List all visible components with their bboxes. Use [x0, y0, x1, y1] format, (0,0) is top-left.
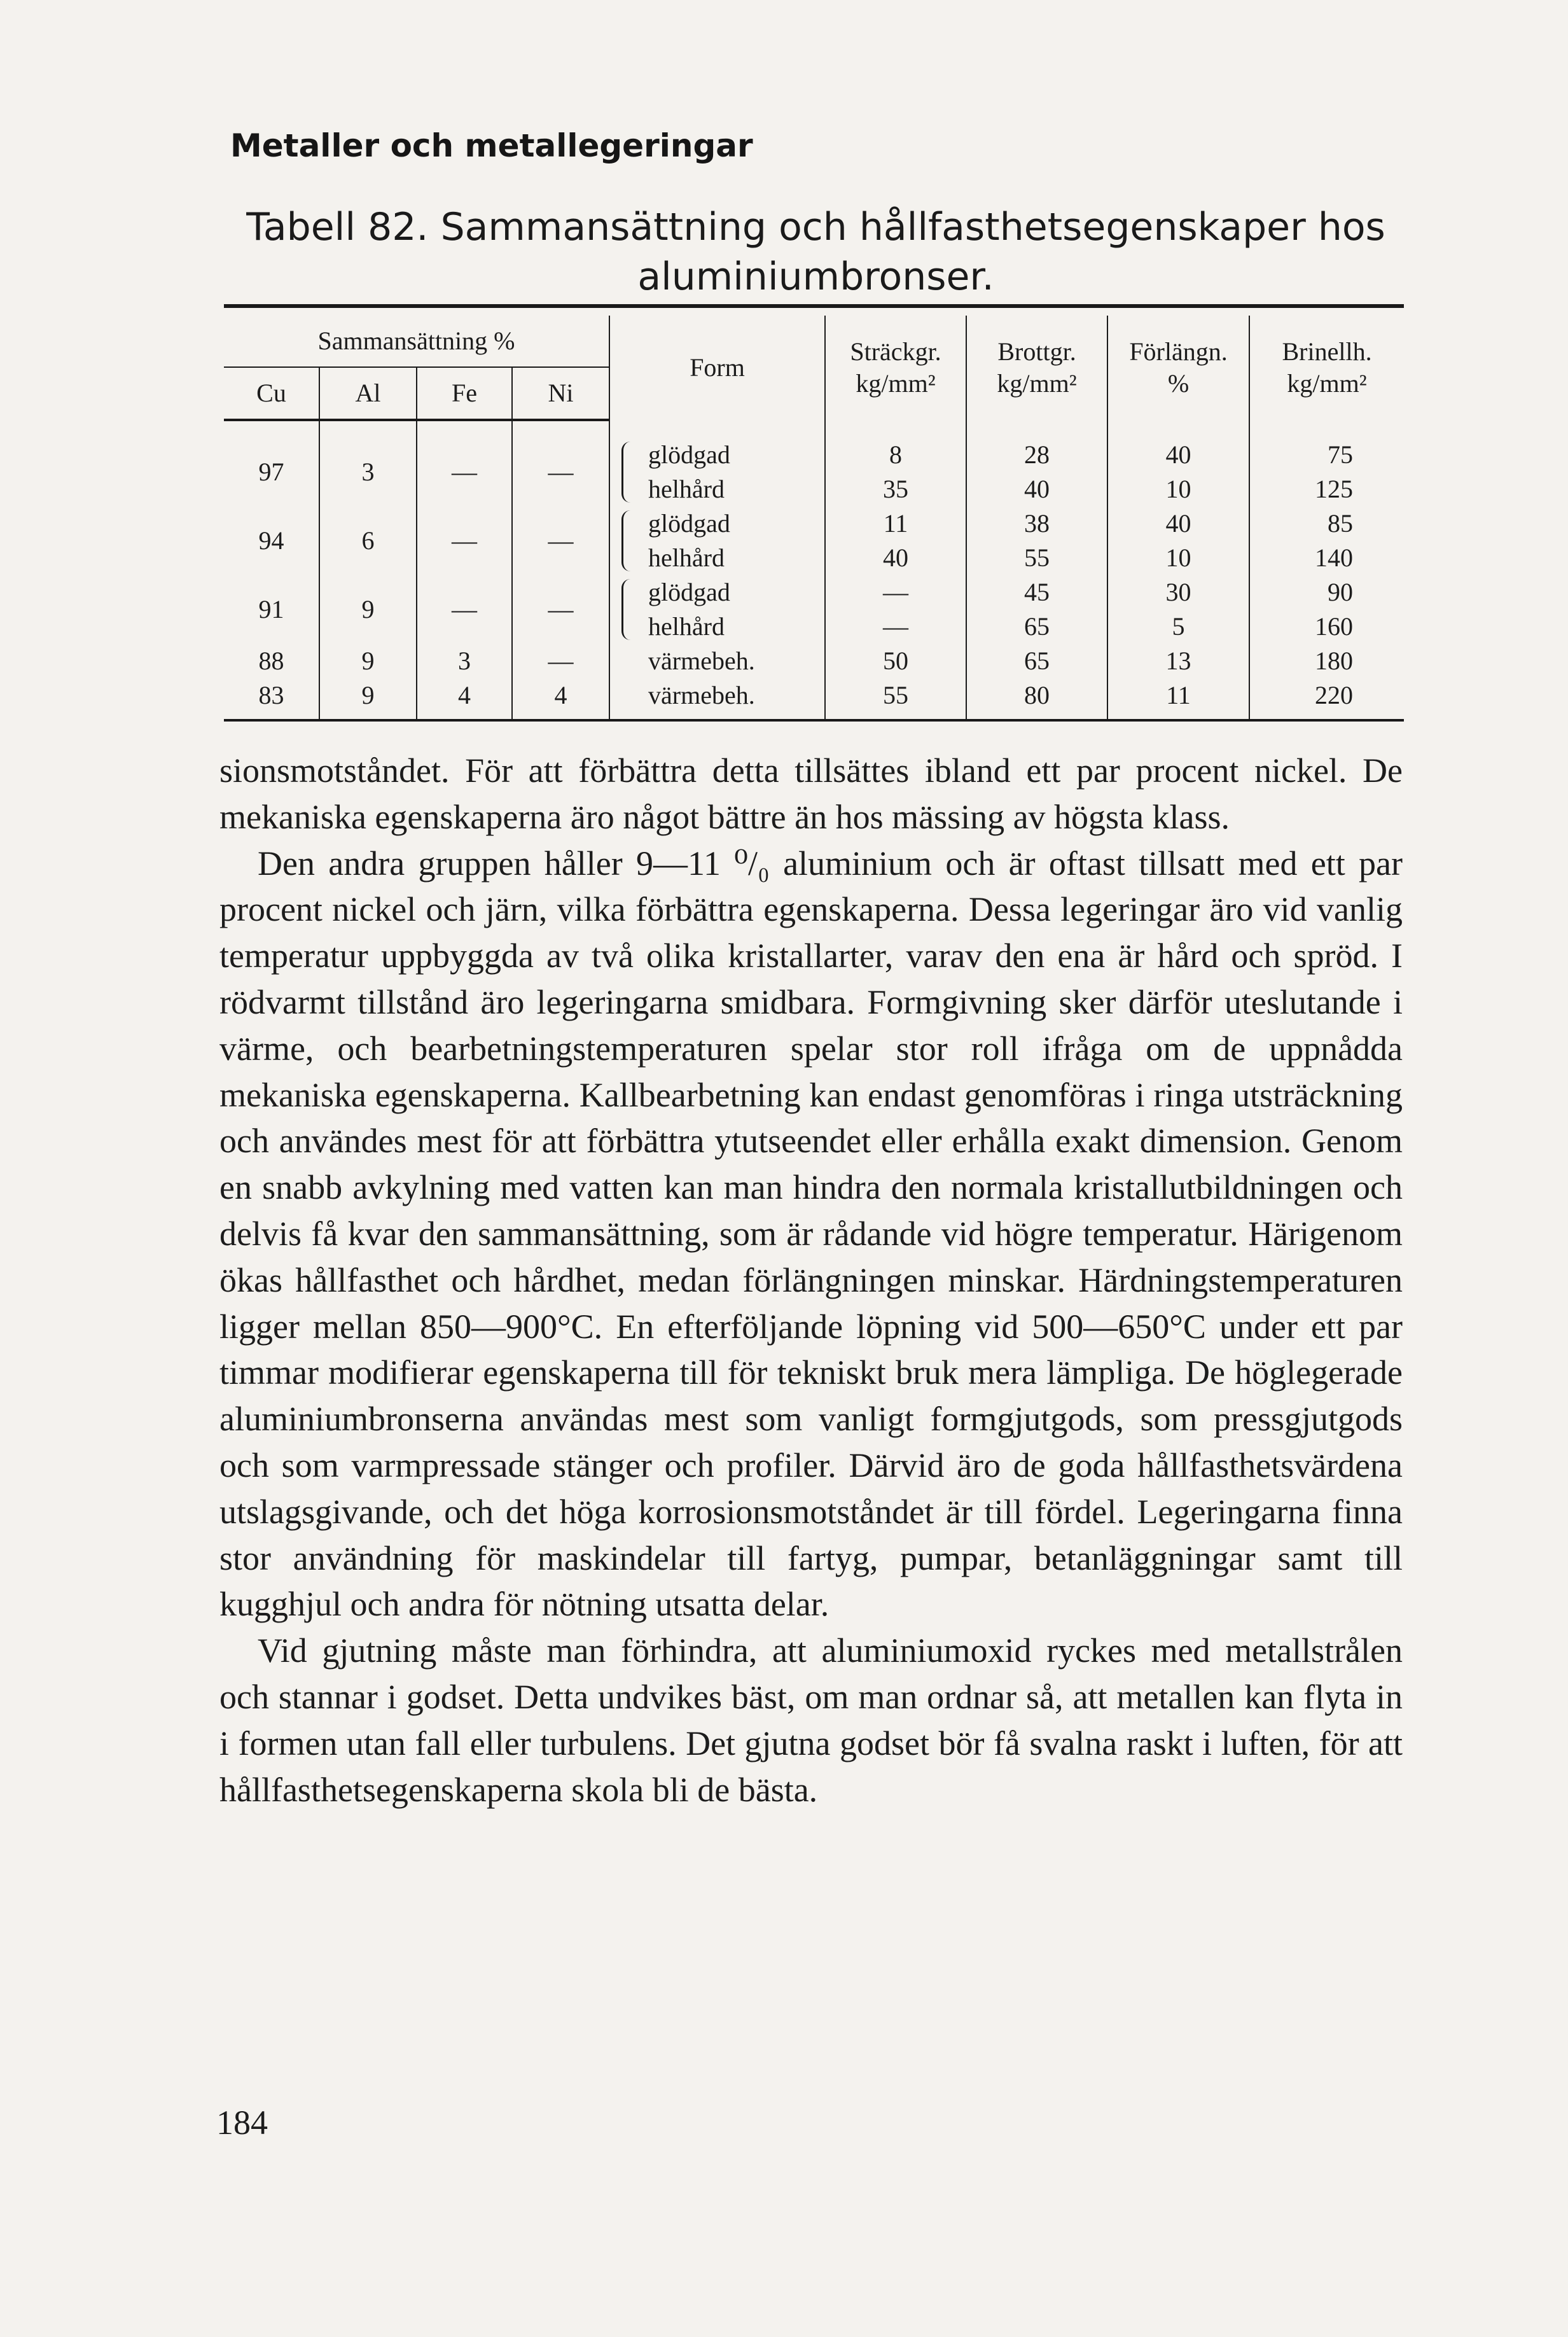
cell-ni: — — [512, 438, 609, 506]
brace-mark — [621, 510, 635, 571]
data-table — [224, 316, 1404, 722]
cell-brinell: 180 — [1249, 644, 1404, 678]
cell-cu: 83 — [224, 678, 319, 720]
cell-brinell: 220 — [1249, 678, 1404, 720]
form-header: Form — [609, 316, 825, 420]
brott-header: Brottgr. kg/mm² — [966, 316, 1107, 420]
cell-form: glödgad helhård — [609, 575, 825, 644]
al-header: Al — [319, 367, 417, 420]
cell-al: 9 — [319, 678, 417, 720]
cell-fe: 3 — [417, 644, 512, 678]
cell-form: glödgad helhård — [609, 506, 825, 575]
cell-fe: — — [417, 506, 512, 575]
cell-strack: 55 — [825, 678, 966, 720]
composition-header: Sammansättning % — [317, 326, 515, 355]
body-text — [219, 748, 1403, 1813]
cell-brinell: 85 140 — [1249, 506, 1404, 575]
brinell-header: Brinellh. kg/mm² — [1249, 316, 1404, 420]
cell-brott: 38 55 — [966, 506, 1107, 575]
table-row — [224, 644, 1404, 678]
page-number: 184 — [216, 2103, 268, 2142]
cell-cu: 91 — [258, 595, 284, 624]
cell-strack: — — — [825, 575, 966, 644]
paragraph: Den andra gruppen håller 9—11 ⁰/₀ aluminium och är oftast tillsatt med ett par procent nickel och järn, vilka förbättra egenskaperna. Dessa legeringar äro vid vanlig temperatur uppbyggda av två olika kristallarter, varav den ena är hård och spröd. I rödvarmt tillstånd äro legeringarna smidbara. Formgivning sker därför uteslutande i värme, och bearbetningstemperaturen spelar stor roll ifråga om de uppnådda mekaniska egenskaperna. Kallbearbetning kan endast genomföras i ringa utsträckning och användes mest för att förbättra ytutseendet eller erhålla exakt dimension. Genom en snabb avkylning med vatten kan man hindra den normala kristallutbildningen och delvis få kvar den sammansättning, som är rådande vid högre temperatur. Härigenom ökas hållfasthet och hårdhet, medan förlängningen minskar. Härdningstemperaturen ligger mellan 850—900°C. En efterföljande löpning vid 500—650°C under ett par timmar modifierar egenskaperna till för tekniskt bruk mera lämpliga. De höglegerade aluminiumbronserna användas mest som vanligt formgjutgods, som pressgjutgods och som varmpressade stänger och profiler. Därvid äro de goda hållfasthetsvärdena utslagsgivande, och det höga korrosionsmotståndet är till fördel. Legeringarna finna stor användning för maskindelar till fartyg, pumpar, betanläggningar samt till kugghjul och andra för nötning utsatta delar. — [219, 844, 1403, 1624]
cell-strack: 50 — [825, 644, 966, 678]
cell-fe: — — [417, 438, 512, 506]
cell-cu: 97 — [258, 457, 284, 486]
cell-ni: — — [512, 506, 609, 575]
cell-ni: — — [512, 644, 609, 678]
cell-ni: — — [512, 575, 609, 644]
table-row — [224, 678, 1404, 720]
cell-al: 9 — [319, 644, 417, 678]
paragraph: Vid gjutning måste man förhindra, att aluminiumoxid ryckes med metallstrålen och stannar i godset. Detta undvikes bäst, om man ordnar så, att metallen kan flyta in i formen utan fall eller turbulens. Det gjutna godset bör få svalna raskt i luften, för att hållfasthetsegenskaperna skola bli de bästa. — [219, 1631, 1403, 1809]
table-row — [224, 506, 1404, 575]
cell-form: värmebeh. — [609, 678, 825, 720]
table-row — [224, 438, 1404, 506]
cell-brott: 28 40 — [966, 438, 1107, 506]
cell-cu: 88 — [258, 646, 284, 675]
cell-ni: 4 — [512, 678, 609, 720]
cell-fe: — — [417, 575, 512, 644]
cell-forlangn: 11 — [1107, 678, 1249, 720]
paragraph: sionsmotståndet. För att förbättra detta tillsättes ibland ett par procent nickel. De mekaniska egenskaperna äro något bättre än hos mässing av högsta klass. — [219, 751, 1403, 836]
strack-header: Sträckgr. kg/mm² — [825, 316, 966, 420]
brace-mark — [621, 442, 635, 503]
cell-al: 3 — [319, 438, 417, 506]
cell-brott: 45 65 — [966, 575, 1107, 644]
cell-forlangn: 13 — [1107, 644, 1249, 678]
forlangn-header: Förlängn. % — [1107, 316, 1249, 420]
cell-strack: 8 35 — [825, 438, 966, 506]
cell-brinell: 90 160 — [1249, 575, 1404, 644]
cell-al: 9 — [319, 575, 417, 644]
cell-strack: 11 40 — [825, 506, 966, 575]
cell-forlangn: 40 10 — [1107, 438, 1249, 506]
cell-forlangn: 40 10 — [1107, 506, 1249, 575]
cell-cu: 94 — [258, 526, 284, 555]
cell-form: glödgad helhård — [609, 438, 825, 506]
cu-header: Cu — [224, 367, 319, 420]
cell-form: värmebeh. — [609, 644, 825, 678]
data-table-wrapper — [224, 304, 1404, 722]
fe-header: Fe — [417, 367, 512, 420]
table-caption: Tabell 82. Sammansättning och hållfasthetsegenskaper hos aluminiumbronser. — [246, 205, 1385, 299]
table-row — [224, 575, 1404, 644]
cell-brott: 65 — [966, 644, 1107, 678]
page-header: Metaller och metallegeringar — [230, 127, 753, 164]
cell-brinell: 75 125 — [1249, 438, 1404, 506]
ni-header: Ni — [512, 367, 609, 420]
cell-al: 6 — [319, 506, 417, 575]
brace-mark — [621, 579, 635, 640]
cell-brott: 80 — [966, 678, 1107, 720]
cell-fe: 4 — [417, 678, 512, 720]
cell-forlangn: 30 5 — [1107, 575, 1249, 644]
